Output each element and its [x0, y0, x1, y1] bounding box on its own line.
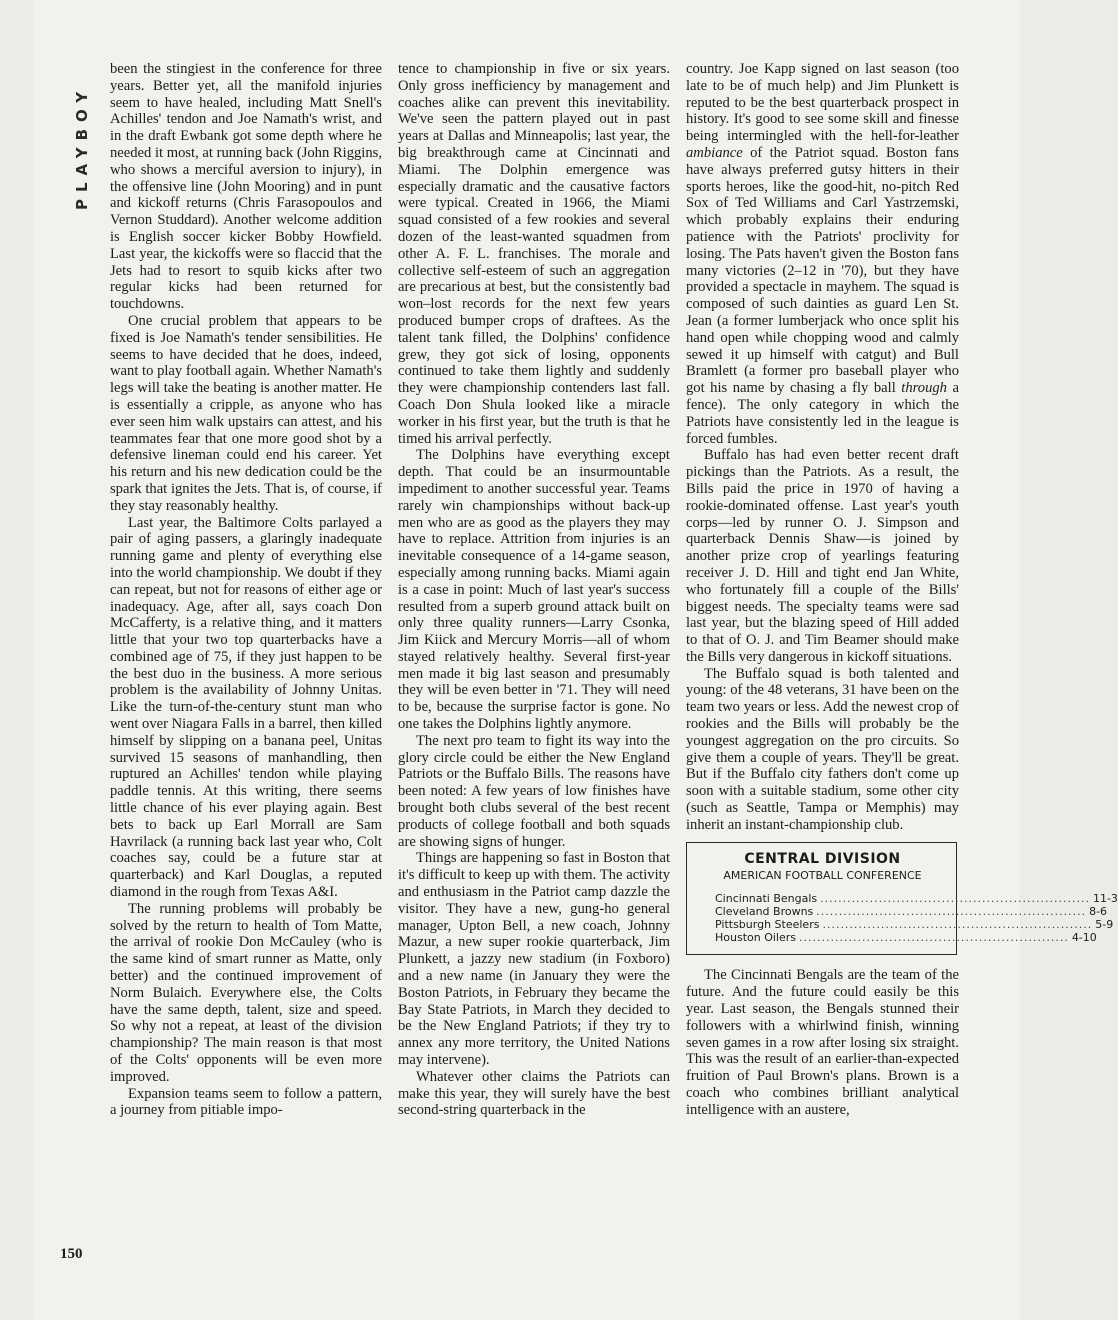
- paragraph: Expansion teams seem to follow a pattern, a journey from pitiable impo-: [110, 1085, 382, 1119]
- team-name: Pittsburgh Steelers: [715, 918, 820, 932]
- paragraph: been the stingiest in the conference for three years. Better yet, all the manifold injuries seem to have healed, including Matt Snell's Achilles' tendon and Joe Namath's wrist, and in the draft Ewbank got some depth where he needed it most, at running back (John Riggins, who shows a merciful aversion to injury), in the offensive line (John Mooring) and in punt and kickoff returns (Chris Farasopoulos and Vernon Studdard). Another welcome addition is English soccer kicker Bobby Howfield. Last year, the kickoffs were so flaccid that the Jets had to resort to squib kicks after two regular kicks had been returned for touchdowns.: [110, 61, 382, 313]
- paragraph: country. Joe Kapp signed on last season (too late to be of much help) and Jim Plunkett is reputed to be the best quarterback prospect in history. It's good to see some skill and finesse being intermingled with the hell-for-leather ambiance of the Patriot squad. Boston fans have always preferred gutsy hitters in their sports heroes, like the good-hit, no-pitch Red Sox of Ted Williams and Carl Yastrzemski, which probably explains their enduring patience with the Patriots' proclivity for losing. The Pats haven't given the Boston fans many victories (2–12 in '70), but they have provided a spectacle in mayhem. The squad is composed of such dainties as guard Len St. Jean (a former lumberjack who once split his hand open while chopping wood and calmly sewed it up himself with catgut) and Bull Bramlett (a former pro baseball player who got his name by chasing a fly ball through a fence). The only category in which the Patriots have consistently led in the league is forced fumbles.: [686, 61, 959, 447]
- standings-box: [686, 842, 1118, 956]
- paragraph: Last year, the Baltimore Colts parlayed a pair of aging passers, a glaringly inadequate running game and plenty of everything else into the world championship. We doubt if they can repeat, but not for reasons of either age or inadequacy. Age, after all, says coach Don McCafferty, is a relative thing, and it matters little that your two top quarterbacks have a combined age of 75, if they just happen to be the best duo in the business. A more serious problem is the availability of Johnny Unitas. Like the turn-of-the-century stunt man who went over Niagara Falls in a barrel, then killed himself by slipping on a banana peel, Unitas survived 15 seasons of manhandling, then ruptured an Achilles' tendon while playing paddle tennis. At this writing, there seems little chance of his ever playing again. Best bets to back up Earl Morrall are Sam Havrilack (a running back last year who, Colt coaches say, could be a future star at quarterback) and Karl Douglas, a reputed diamond in the rough from Texas A&I.: [110, 514, 382, 901]
- team-name: Houston Oilers: [715, 931, 797, 945]
- paragraph: The Buffalo squad is both talented and young: of the 48 veterans, 31 have been on the team two years or less. Add the newest crop of rookies and the Bills will probably be the youngest aggregation on the pro circuits. So give them a couple of years. They'll be great. But if the Buffalo city fathers don't come up soon with a suitable stadium, some other city (such as Seattle, Tampa or Memphis) may inherit an instant-championship club.: [686, 665, 959, 833]
- standings-table: [701, 891, 1118, 945]
- column-2: [398, 61, 670, 1119]
- standings-row: [701, 891, 1118, 905]
- paragraph: The running problems will probably be solved by the return to health of Tom Matte, the arrival of rookie Don McCauley (who is the same kind of smart runner as Matte, only better) and the continued improvement of Norm Bulaich. Everywhere else, the Colts have the same depth, talent, size and speed. So why not a repeat, at least of the division championship? The main reason is that most of the Colts' opponents will be even more improved.: [110, 900, 382, 1085]
- leader-dots: ............................................................: [816, 904, 1087, 918]
- paragraph: tence to championship in five or six years. Only gross inefficiency by management and coaches alike can prevent this inevitability. We've seen the pattern played out in past years at Dallas and Minneapolis; last year, the big breakthrough came at Cincinnati and Miami. The Dolphin emergence was especially dramatic and the causative factors were typical. Created in 1966, the Miami squad consisted of a few rookies and several dozen of the least-wanted squadmen from other A. F. L. franchises. The morale and collective self-esteem of such an aggregation are precarious at best, but the consistently bad won–lost records for the next few years produced bumper crops of draftees. As the talent tank filled, the Dolphins' confidence grew, they got sick of losing, opponents continued to take them lightly and suddenly they were championship contenders last fall. Coach Don Shula looked like a miracle worker in his first year, but the truth is that he timed his arrival perfectly.: [398, 61, 670, 447]
- team-record: 11-3: [1092, 891, 1118, 905]
- standings-row: [701, 904, 1108, 918]
- team-name: Cleveland Browns: [715, 904, 814, 918]
- team-record: 5-9: [1095, 918, 1114, 932]
- leader-dots: ............................................................: [820, 891, 1090, 905]
- column-3: [686, 61, 1118, 1119]
- paragraph: Things are happening so fast in Boston that it's difficult to keep up with them. The activity and enthusiasm in the Patriot camp dazzle the visitor. They have a new, gung-ho general manager, Upton Bell, a new coach, Johnny Mazur, a new super rookie quarterback, Jim Plunkett, a jazzy new stadium (in Foxboro) and a new name (in January they were the Boston Patriots, in February they became the Bay State Patriots, in March they decided to be the New England Patriots; if they try to annex any more territory, the United Nations may intervene).: [398, 850, 670, 1069]
- team-record: 8-6: [1089, 904, 1108, 918]
- standings-subtitle: AMERICAN FOOTBALL CONFERENCE: [723, 868, 922, 882]
- paragraph: Whatever other claims the Patriots can make this year, they will surely have the best second-string quarterback in the: [398, 1068, 670, 1119]
- leader-dots: ............................................................: [822, 918, 1093, 932]
- standings-row: [701, 931, 1097, 945]
- paragraph: The next pro team to fight its way into the glory circle could be either the New England Patriots or the Buffalo Bills. The reasons have been noted: A few years of low finishes have brought both clubs several of the best recent products of college football and both squads are showing signs of hunger.: [398, 732, 670, 850]
- paragraph: One crucial problem that appears to be fixed is Joe Namath's tender sensibilities. He seems to have decided that he does, indeed, want to play football again. Whether Namath's legs will take the beating is another matter. He is essentially a cripple, as anyone who has ever seen him walk upstairs can attest, and his teammates fear that one more good shot by a defensive lineman could end his career. Yet his return and his new dedication could be the spark that ignites the Jets. That is, of course, if they stay reasonably healthy.: [110, 312, 382, 514]
- team-name: Cincinnati Bengals: [715, 891, 818, 905]
- paragraph: Buffalo has had even better recent draft pickings than the Patriots. As a result, the Bills paid the price in 1970 of having a rookie-dominated offense. Last year's youth corps—led by runner O. J. Simpson and quarterback Dennis Shaw—is joined by another prize crop of yearlings featuring receiver J. D. Hill and tight end Jan White, who fortunately fill a couple of the Bills' biggest needs. The specialty teams were sad last year, but the blazing speed of Hill added to that of O. J. and Tim Beamer should make the Bills very dangerous in kickoff situations.: [686, 447, 959, 665]
- standings-row: [701, 918, 1114, 932]
- page-number: 150: [60, 1246, 83, 1262]
- paragraph: The Cincinnati Bengals are the team of the future. And the future could easily be this year. Last season, the Bengals stunned their followers with a whirlwind finish, winning seven games in a row after losing six straight. This was the result of an earlier-than-expected fruition of Paul Brown's plans. Brown is a coach who combines brilliant analytical intelligence with an austere,: [686, 967, 959, 1118]
- leader-dots: ............................................................: [799, 931, 1069, 945]
- standings-title: CENTRAL DIVISION: [744, 850, 901, 867]
- masthead: PLAYBOY: [73, 84, 91, 210]
- column-1: [110, 61, 382, 1119]
- paragraph: The Dolphins have everything except depth. That could be an insurmountable impediment to another successful year. Teams rarely win championships without back-up men who are as good as the players they may have to replace. Attrition from injuries is an inevitable consequence of a 14-game season, especially among running backs. Miami again is a case in point: Much of last year's success resulted from a superb ground attack built on only three quality runners—Larry Csonka, Jim Kiick and Mercury Morris—all of whom stayed relatively healthy. Several first-year men made it big last season and presumably they will be even better in '71. They will need to be, because the surprise factor is gone. No one takes the Dolphins lightly anymore.: [398, 447, 670, 733]
- team-record: 4-10: [1071, 931, 1097, 945]
